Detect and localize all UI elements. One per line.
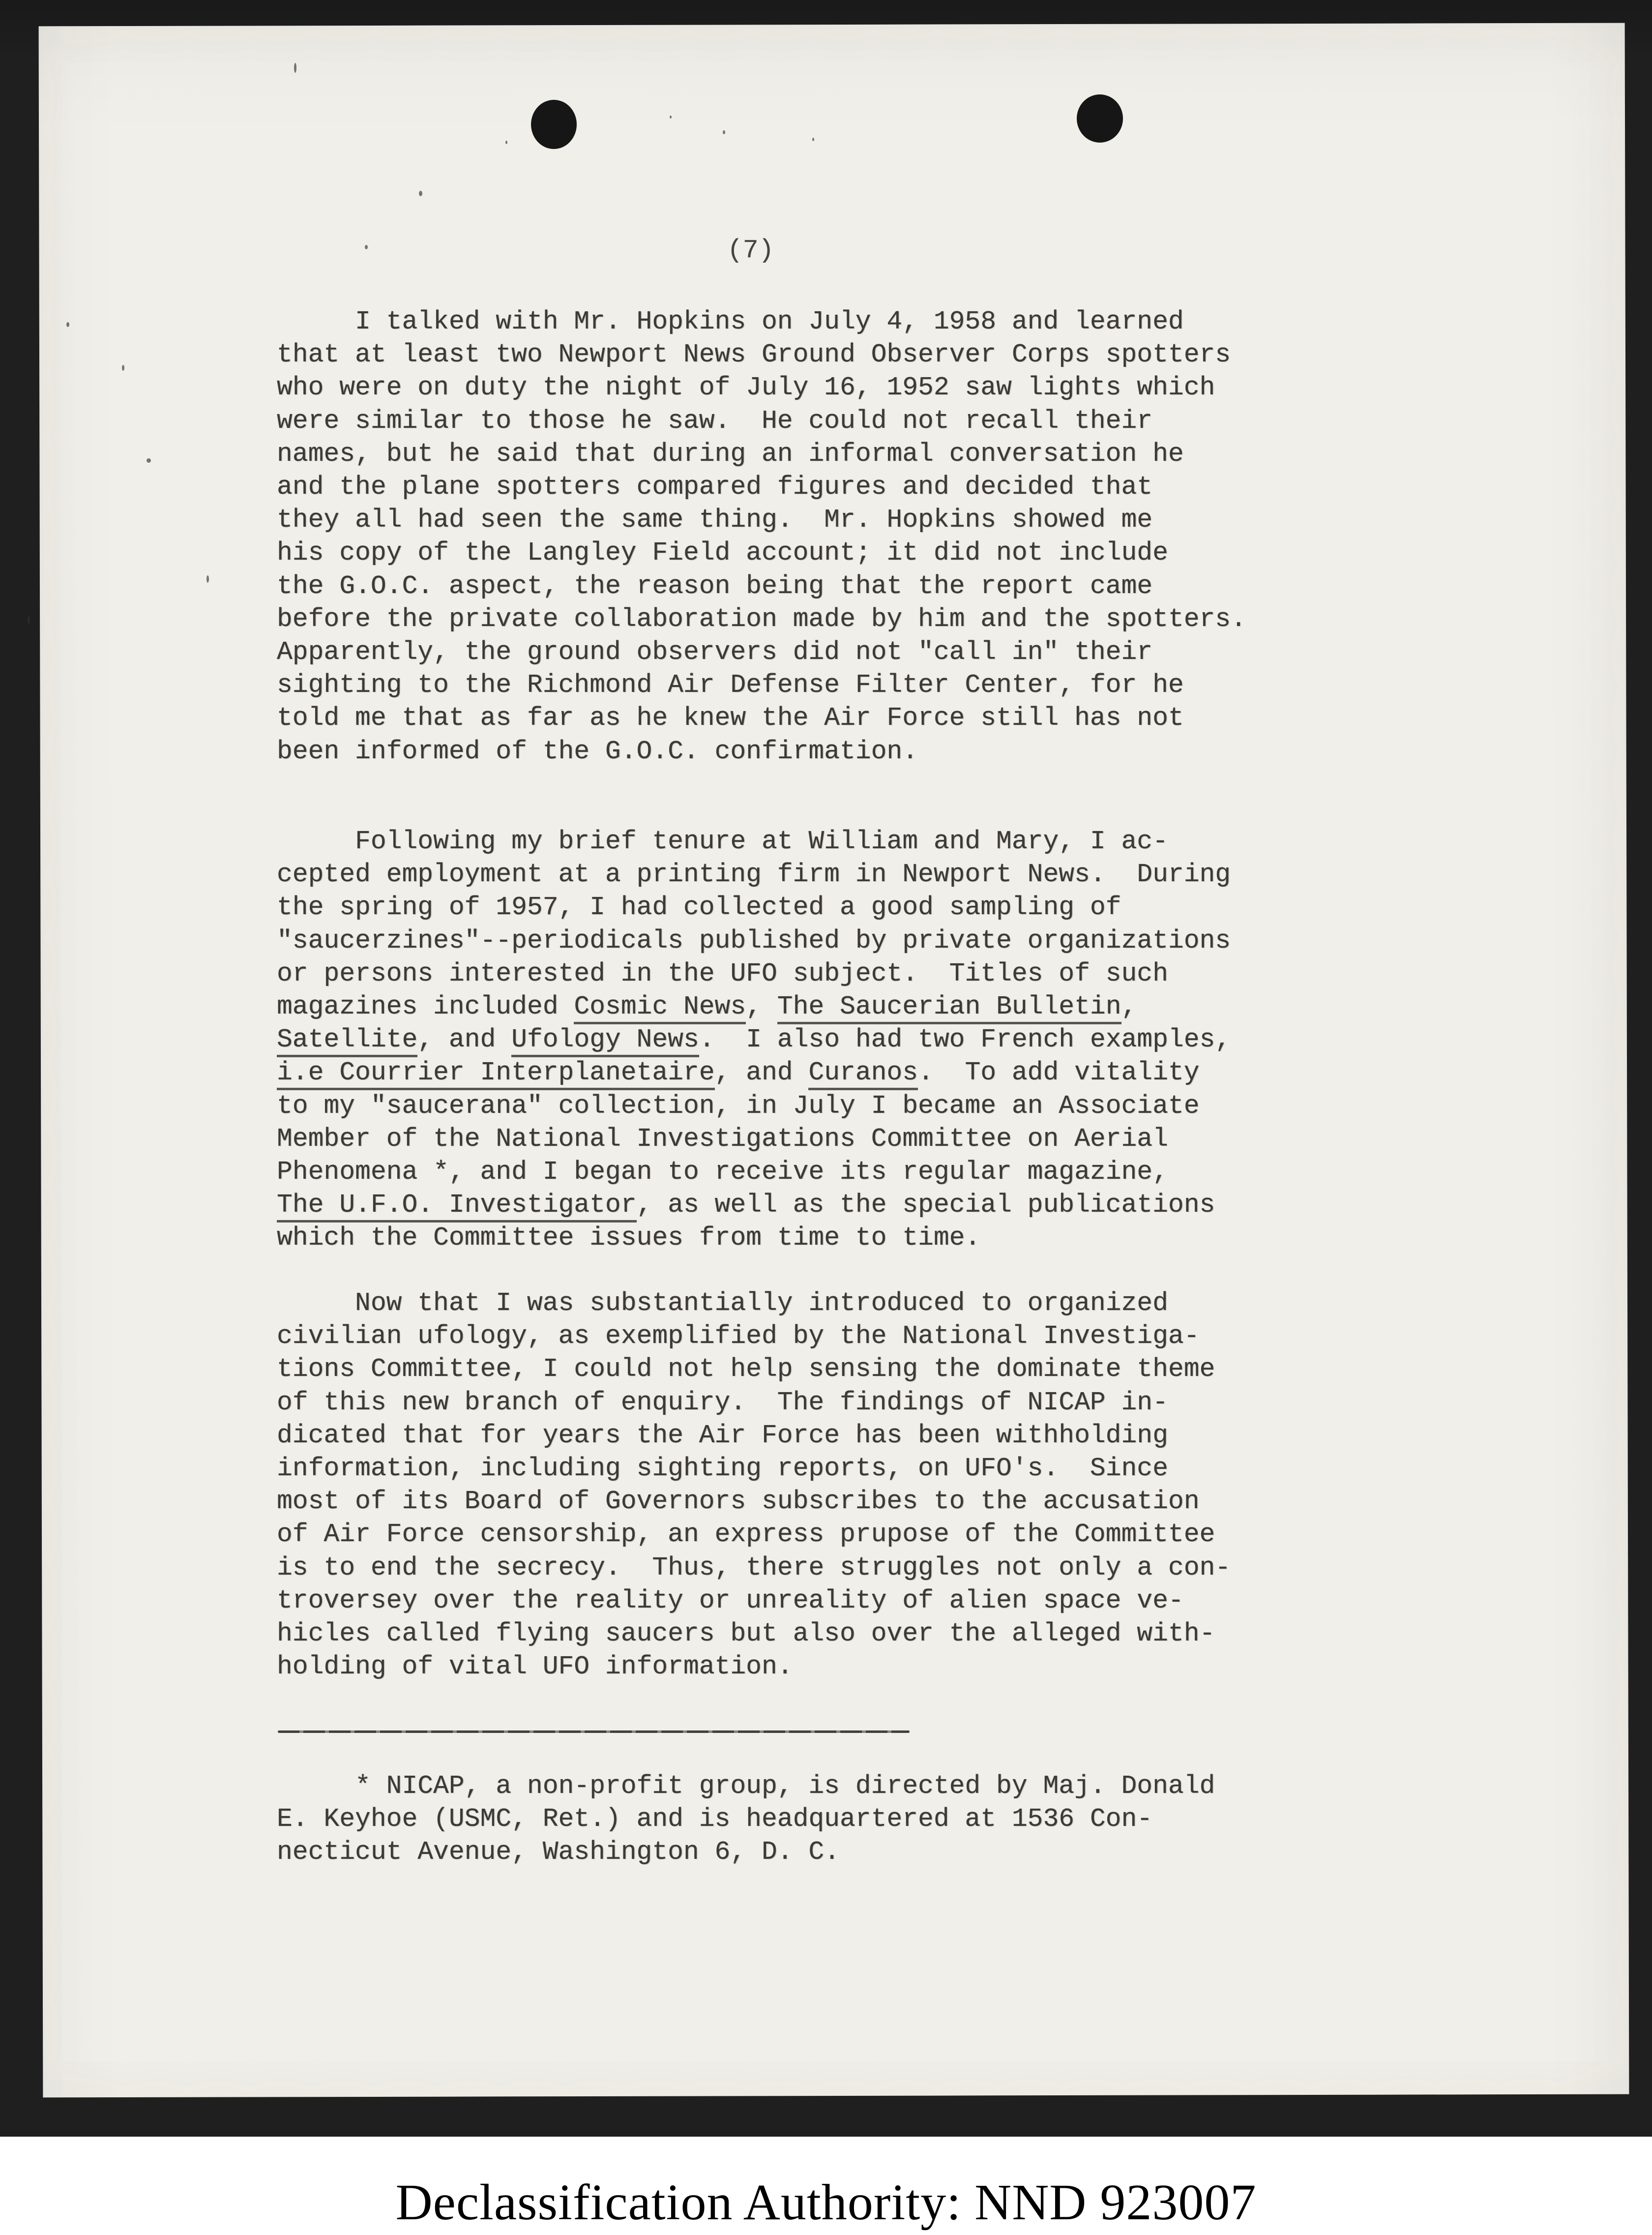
text-line: * NICAP, a non-profit group, is directed by Maj. Donald (277, 1771, 1215, 1801)
text-line: magazines included Cosmic News, The Saucerian Bulletin, (277, 990, 1231, 1023)
text-line: or persons interested in the UFO subject. Titles of such (277, 958, 1168, 988)
paper-speck (294, 63, 296, 73)
text-line: been informed of the G.O.C. confirmation. (277, 736, 918, 766)
text-line: who were on duty the night of July 16, 1952 saw lights which (277, 373, 1215, 403)
text-line: of this new branch of enquiry. The findings of NICAP in- (277, 1387, 1168, 1417)
text-line: his copy of the Langley Field account; it did not include (277, 538, 1168, 568)
text-line: troversey over the reality or unreality of alien space ve- (277, 1585, 1184, 1615)
text-line: which the Committee issues from time to time. (277, 1223, 981, 1253)
text-line: civilian ufology, as exemplified by the National Investiga- (277, 1321, 1200, 1351)
paper-speck (670, 116, 672, 119)
underlined-title: Curanos (808, 1058, 918, 1090)
paper-speck (147, 458, 151, 463)
paragraph-3 (277, 1287, 1231, 1683)
text-line: Member of the National Investigations Committee on Aerial (277, 1124, 1168, 1154)
text-line: before the private collaboration made by him and the spotters. (277, 604, 1246, 634)
paper-speck (66, 322, 69, 327)
text-line: and the plane spotters compared figures and decided that (277, 472, 1153, 502)
punch-hole-left (531, 100, 577, 149)
text-line: E. Keyhoe (USMC, Ret.) and is headquartered at 1536 Con- (277, 1804, 1153, 1834)
text-line: Phenomena *, and I began to receive its regular magazine, (277, 1157, 1168, 1187)
text-line: i.e Courrier Interplanetaire, and Curanos. To add vitality (277, 1056, 1231, 1089)
text-line: hicles called flying saucers but also over the alleged with- (277, 1619, 1215, 1649)
paper-speck (365, 245, 368, 249)
text-line: of Air Force censorship, an express prupose of the Committee (277, 1520, 1215, 1550)
text-line: holding of vital UFO information. (277, 1652, 793, 1682)
text-line: I talked with Mr. Hopkins on July 4, 1958 and learned (277, 307, 1184, 336)
footnote (277, 1770, 1215, 1869)
paper-speck (28, 616, 30, 624)
text-line: the spring of 1957, I had collected a good sampling of (277, 893, 1121, 923)
underlined-title: The Saucerian Bulletin (777, 992, 1121, 1024)
paragraph-1 (277, 305, 1246, 768)
text-line: is to end the secrecy. Thus, there struggles not only a con- (277, 1552, 1231, 1582)
footnote-separator-line (278, 1730, 910, 1733)
text-line: Now that I was substantially introduced to organized (277, 1288, 1168, 1318)
text-line: Following my brief tenure at William and Mary, I ac- (277, 827, 1168, 856)
text-line: cepted employment at a printing firm in Newport News. During (277, 860, 1231, 890)
paper-speck (723, 130, 725, 134)
underlined-title: Ufology News (511, 1025, 699, 1057)
underlined-title: i.e Courrier Interplanetaire (277, 1058, 715, 1090)
text-line: sighting to the Richmond Air Defense Filter Center, for he (277, 670, 1184, 700)
paper-speck (505, 141, 507, 144)
paragraph-2 (277, 825, 1231, 1255)
text-line: tions Committee, I could not help sensing the dominate theme (277, 1354, 1215, 1384)
punch-hole-right (1077, 94, 1123, 143)
page-number: (7) (727, 236, 774, 265)
underlined-title: Cosmic News (574, 992, 746, 1024)
paper-speck (122, 365, 124, 371)
text-line: told me that as far as he knew the Air Force still has not (277, 703, 1184, 733)
text-line: the G.O.C. aspect, the reason being that the report came (277, 571, 1153, 601)
text-line: names, but he said that during an informal conversation he (277, 439, 1184, 469)
text-line: dicated that for years the Air Force has been withholding (277, 1420, 1168, 1450)
text-line: The U.F.O. Investigator, as well as the special publications (277, 1189, 1231, 1222)
text-line: most of its Board of Governors subscribes to the accusation (277, 1487, 1200, 1517)
text-line: Satellite, and Ufology News. I also had two French examples, (277, 1023, 1231, 1056)
text-line: information, including sighting reports, on UFO's. Since (277, 1454, 1168, 1484)
paper-speck (419, 191, 422, 196)
declassification-text: Declassification Authority: NND 923007 (395, 2174, 1257, 2231)
paper-speck (812, 138, 814, 141)
text-line: necticut Avenue, Washington 6, D. C. (277, 1837, 840, 1867)
underlined-title: The U.F.O. Investigator (277, 1190, 637, 1222)
paper-speck (206, 575, 209, 583)
text-line: to my "saucerana" collection, in July I became an Associate (277, 1091, 1200, 1121)
text-line: Apparently, the ground observers did not "call in" their (277, 637, 1153, 667)
declassification-banner (0, 2137, 1652, 2235)
text-line: were similar to those he saw. He could not recall their (277, 406, 1153, 436)
text-line: that at least two Newport News Ground Observer Corps spotters (277, 340, 1231, 370)
text-line: "saucerzines"--periodicals published by private organizations (277, 925, 1231, 955)
text-line: they all had seen the same thing. Mr. Hopkins showed me (277, 505, 1153, 535)
underlined-title: Satellite (277, 1025, 417, 1057)
